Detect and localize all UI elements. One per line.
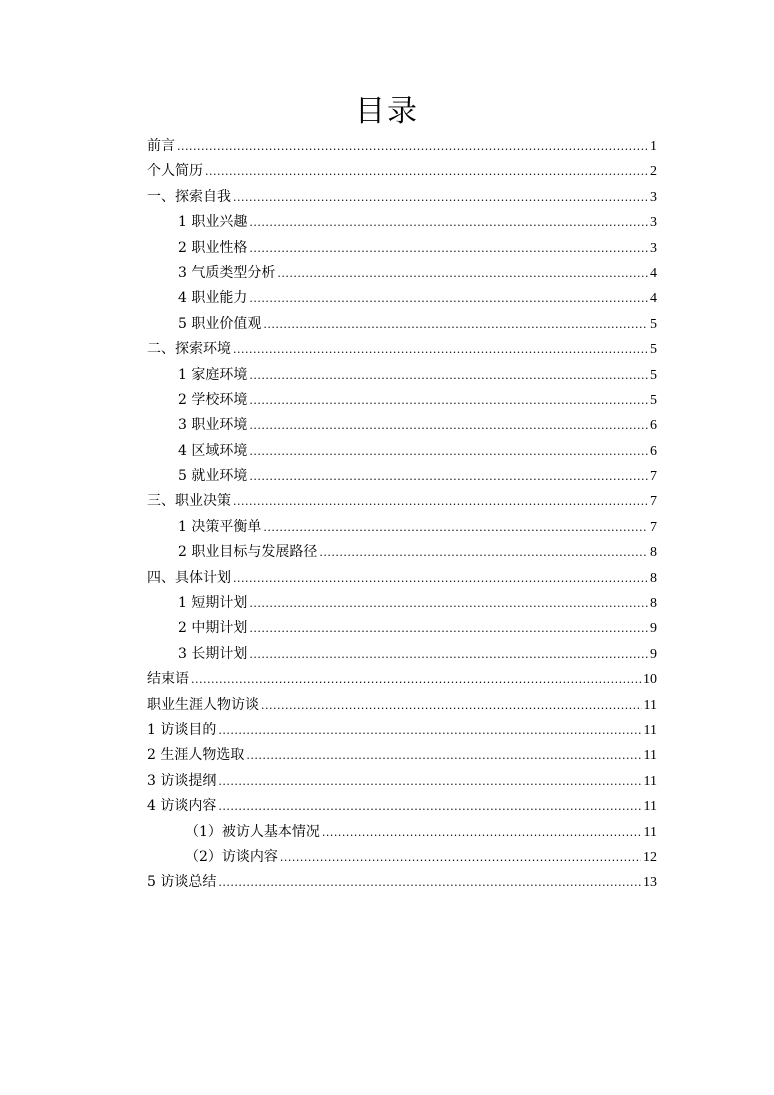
toc-entry-label: 结束语 xyxy=(147,671,189,688)
dot-leader xyxy=(246,743,641,768)
toc-entry[interactable] xyxy=(147,667,657,692)
toc-entry[interactable] xyxy=(147,718,657,743)
dot-leader xyxy=(249,616,648,641)
toc-entry-label: 1 访谈目的 xyxy=(147,721,217,738)
toc-entry[interactable] xyxy=(147,413,657,438)
toc-entry[interactable] xyxy=(147,591,657,616)
toc-entry-label: 职业生涯人物访谈 xyxy=(147,696,259,713)
toc-entry-page-number: 12 xyxy=(643,849,657,865)
toc-entry[interactable] xyxy=(147,185,657,210)
toc-entry-page-number: 2 xyxy=(650,164,657,180)
toc-entry-page-number: 10 xyxy=(643,672,657,688)
toc-entry-page-number: 7 xyxy=(650,519,657,535)
toc-entry-page-number: 9 xyxy=(650,621,657,637)
toc-entry-label: 5 就业环境 xyxy=(178,468,248,485)
toc-entry[interactable] xyxy=(147,134,657,159)
toc-entry-page-number: 3 xyxy=(650,215,657,231)
toc-entry-page-number: 7 xyxy=(650,494,657,510)
table-of-contents xyxy=(147,134,657,896)
dot-leader xyxy=(277,261,648,286)
toc-entry-label: 4 区域环境 xyxy=(178,442,248,459)
toc-entry[interactable] xyxy=(147,261,657,286)
toc-entry-page-number: 11 xyxy=(643,697,657,713)
dot-leader xyxy=(263,312,648,337)
toc-entry-page-number: 11 xyxy=(643,799,657,815)
dot-leader xyxy=(249,210,648,235)
toc-entry-page-number: 4 xyxy=(650,291,657,307)
toc-entry-page-number: 11 xyxy=(643,748,657,764)
toc-entry-page-number: 1 xyxy=(650,139,657,154)
toc-entry-label: 1 职业兴趣 xyxy=(178,214,248,231)
toc-entry-label: 3 访谈提纲 xyxy=(147,772,217,789)
toc-entry-page-number: 5 xyxy=(650,316,657,332)
toc-entry-label: 一、探索自我 xyxy=(147,188,231,205)
dot-leader xyxy=(218,718,641,743)
toc-entry[interactable] xyxy=(147,286,657,311)
toc-entry[interactable] xyxy=(147,616,657,641)
toc-entry-page-number: 4 xyxy=(650,265,657,281)
toc-entry-label: 2 生涯人物选取 xyxy=(147,747,245,764)
toc-entry-page-number: 6 xyxy=(650,443,657,459)
dot-leader xyxy=(249,286,648,311)
dot-leader xyxy=(218,794,641,819)
toc-entry[interactable] xyxy=(147,642,657,667)
toc-entry[interactable] xyxy=(147,515,657,540)
toc-entry-page-number: 7 xyxy=(650,469,657,485)
dot-leader xyxy=(177,134,648,159)
toc-entry-label: 三、职业决策 xyxy=(147,493,231,510)
toc-entry-label: 2 职业目标与发展路径 xyxy=(178,544,318,561)
toc-entry-label: 4 职业能力 xyxy=(178,290,248,307)
toc-entry[interactable] xyxy=(147,312,657,337)
toc-entry-page-number: 5 xyxy=(650,342,657,358)
toc-entry-page-number: 5 xyxy=(650,392,657,408)
dot-leader xyxy=(261,693,642,718)
toc-entry[interactable] xyxy=(147,388,657,413)
toc-entry-page-number: 5 xyxy=(650,367,657,383)
toc-entry-label: 1 短期计划 xyxy=(178,595,248,612)
toc-entry-page-number: 13 xyxy=(643,875,657,891)
dot-leader xyxy=(249,363,648,388)
dot-leader xyxy=(233,489,648,514)
toc-entry-label: 2 学校环境 xyxy=(178,391,248,408)
toc-entry-label: 四、具体计划 xyxy=(147,569,231,586)
toc-entry-page-number: 11 xyxy=(643,722,657,738)
toc-entry-label: 二、探索环境 xyxy=(147,341,231,358)
toc-entry-label: 5 访谈总结 xyxy=(147,874,217,891)
toc-entry-label: 1 家庭环境 xyxy=(178,366,248,383)
toc-entry-label: 1 决策平衡单 xyxy=(178,518,262,535)
dot-leader xyxy=(191,667,641,692)
toc-entry[interactable] xyxy=(147,363,657,388)
dot-leader xyxy=(249,642,648,667)
toc-entry-page-number: 11 xyxy=(643,773,657,789)
toc-entry[interactable] xyxy=(147,489,657,514)
dot-leader xyxy=(233,337,648,362)
toc-entry-page-number: 8 xyxy=(650,570,657,586)
dot-leader xyxy=(233,185,648,210)
toc-entry[interactable] xyxy=(147,236,657,261)
dot-leader xyxy=(205,159,648,184)
toc-entry[interactable] xyxy=(147,693,657,718)
toc-entry[interactable] xyxy=(147,769,657,794)
toc-entry[interactable] xyxy=(147,794,657,819)
toc-entry-label: 3 气质类型分析 xyxy=(178,264,276,281)
toc-entry-label: 前言 xyxy=(147,138,175,154)
dot-leader xyxy=(322,820,642,845)
toc-entry[interactable] xyxy=(147,820,657,845)
toc-entry-page-number: 6 xyxy=(650,418,657,434)
toc-entry-page-number: 8 xyxy=(650,596,657,612)
dot-leader xyxy=(218,769,641,794)
toc-entry[interactable] xyxy=(147,845,657,870)
toc-entry-page-number: 3 xyxy=(650,240,657,256)
toc-entry-label: （1）被访人基本情况 xyxy=(185,823,320,840)
toc-entry[interactable] xyxy=(147,540,657,565)
toc-entry-label: 个人简历 xyxy=(147,163,203,180)
toc-entry-label: 2 职业性格 xyxy=(178,239,248,256)
dot-leader xyxy=(263,515,648,540)
toc-entry-page-number: 11 xyxy=(643,824,657,840)
toc-entry-label: （2）访谈内容 xyxy=(185,848,278,865)
toc-entry-label: 3 职业环境 xyxy=(178,417,248,434)
toc-entry-page-number: 8 xyxy=(650,545,657,561)
toc-entry[interactable] xyxy=(147,464,657,489)
toc-entry[interactable] xyxy=(147,159,657,184)
dot-leader xyxy=(249,413,648,438)
toc-entry[interactable] xyxy=(147,210,657,235)
toc-entry[interactable] xyxy=(147,870,657,895)
dot-leader xyxy=(280,845,641,870)
toc-entry-page-number: 9 xyxy=(650,646,657,662)
toc-entry-label: 5 职业价值观 xyxy=(178,315,262,332)
toc-entry-label: 2 中期计划 xyxy=(178,620,248,637)
dot-leader xyxy=(249,388,648,413)
toc-entry-label: 4 访谈内容 xyxy=(147,798,217,815)
toc-entry-label: 3 长期计划 xyxy=(178,645,248,662)
dot-leader xyxy=(319,540,648,565)
page-title: 目录 xyxy=(355,94,419,129)
dot-leader xyxy=(249,236,648,261)
toc-entry-page-number: 3 xyxy=(650,189,657,205)
dot-leader xyxy=(233,566,648,591)
toc-entry[interactable] xyxy=(147,337,657,362)
toc-entry[interactable] xyxy=(147,743,657,768)
dot-leader xyxy=(218,870,641,895)
dot-leader xyxy=(249,439,648,464)
dot-leader xyxy=(249,464,648,489)
dot-leader xyxy=(249,591,648,616)
toc-entry[interactable] xyxy=(147,566,657,591)
toc-entry[interactable] xyxy=(147,439,657,464)
